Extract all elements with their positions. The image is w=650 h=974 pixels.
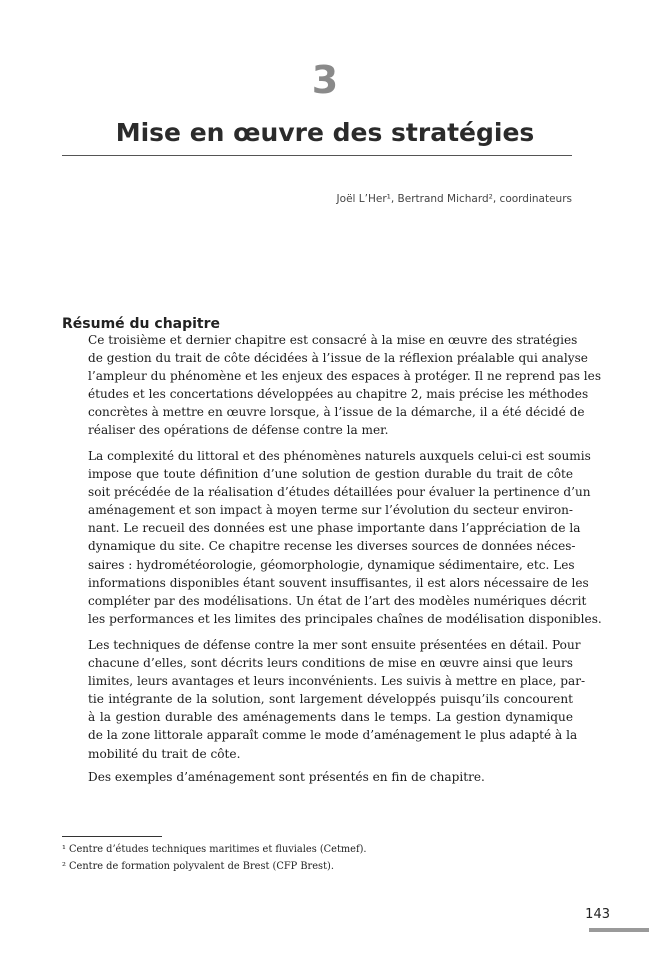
chapter-title: Mise en œuvre des stratégies [115, 118, 535, 147]
text-line: aménagement et son impact à moyen terme sur l’évolution du secteur environ- [88, 503, 573, 518]
text-line: La complexité du littoral et des phénomènes naturels auxquels celui-ci est soumis [88, 449, 591, 463]
footnote-1: ¹ Centre d’études techniques maritimes et fluviales (Cetmef). [62, 844, 367, 855]
text-line: compléter par des modélisations. Un état de l’art des modèles numériques décrit [88, 593, 587, 608]
page-number-bar [589, 928, 649, 932]
text-line: saires : hydrométéorologie, géomorphologie, dynamique sédimentaire, etc. Les [88, 557, 575, 572]
text-line: les performances et les limites des principales chaînes de modélisation disponibles. [88, 611, 602, 626]
summary-paragraph-3 [88, 636, 586, 763]
text-line: Ce troisième et dernier chapitre est consacré à la mise en œuvre des stratégies [88, 333, 578, 347]
text-line: de gestion du trait de côte décidées à l’issue de la réflexion préalable qui analyse [88, 351, 588, 366]
text-line: études et les concertations développées au chapitre 2, mais précise les méthodes [88, 387, 589, 402]
text-line: impose que toute définition d’une solution de gestion durable du trait de côte [88, 467, 573, 482]
summary-paragraph-2 [88, 447, 602, 628]
footnote-2: ² Centre de formation polyvalent de Brest (CFP Brest). [62, 861, 334, 872]
text-line: Les techniques de défense contre la mer sont ensuite présentées en détail. Pour [88, 638, 581, 652]
text-line: réaliser des opérations de défense contre la mer. [88, 423, 389, 438]
text-line: soit précédée de la réalisation d’études détaillées pour évaluer la pertinence d’un [88, 485, 591, 500]
chapter-authors: Joël L’Her¹, Bertrand Michard², coordinateurs [336, 193, 572, 205]
text-line: de la zone littorale apparaît comme le mode d’aménagement le plus adapté à la [88, 728, 578, 743]
text-line: mobilité du trait de côte. [88, 746, 241, 761]
text-line: tie intégrante de la solution, sont largement développés puisqu’ils concourent [88, 692, 573, 707]
summary-paragraph-4 [88, 768, 573, 786]
summary-paragraph-1 [88, 331, 602, 440]
chapter-number: 3 [311, 58, 339, 102]
text-line: informations disponibles étant souvent insuffisantes, il est alors nécessaire de les [88, 575, 589, 590]
text-line: nant. Le recueil des données est une phase importante dans l’appréciation de la [88, 521, 581, 536]
text-line: dynamique du site. Ce chapitre recense les diverses sources de données néces- [88, 539, 576, 554]
footnote-divider [62, 836, 162, 837]
text-line: limites, leurs avantages et leurs inconvénients. Les suivis à mettre en place, par- [88, 674, 586, 689]
text-line: l’ampleur du phénomène et les enjeux des espaces à protéger. Il ne reprend pas les [88, 369, 602, 384]
text-line: chacune d’elles, sont décrits leurs conditions de mise en œuvre ainsi que leurs [88, 656, 573, 671]
text-line: Des exemples d’aménagement sont présentés en fin de chapitre. [88, 770, 485, 784]
text-line: à la gestion durable des aménagements dans le temps. La gestion dynamique [88, 710, 573, 725]
summary-heading: Résumé du chapitre [62, 316, 221, 332]
text-line: concrètes à mettre en œuvre lorsque, à l’issue de la démarche, il a été décidé de [88, 405, 585, 420]
title-divider [62, 155, 572, 156]
page-number: 143 [585, 907, 610, 922]
